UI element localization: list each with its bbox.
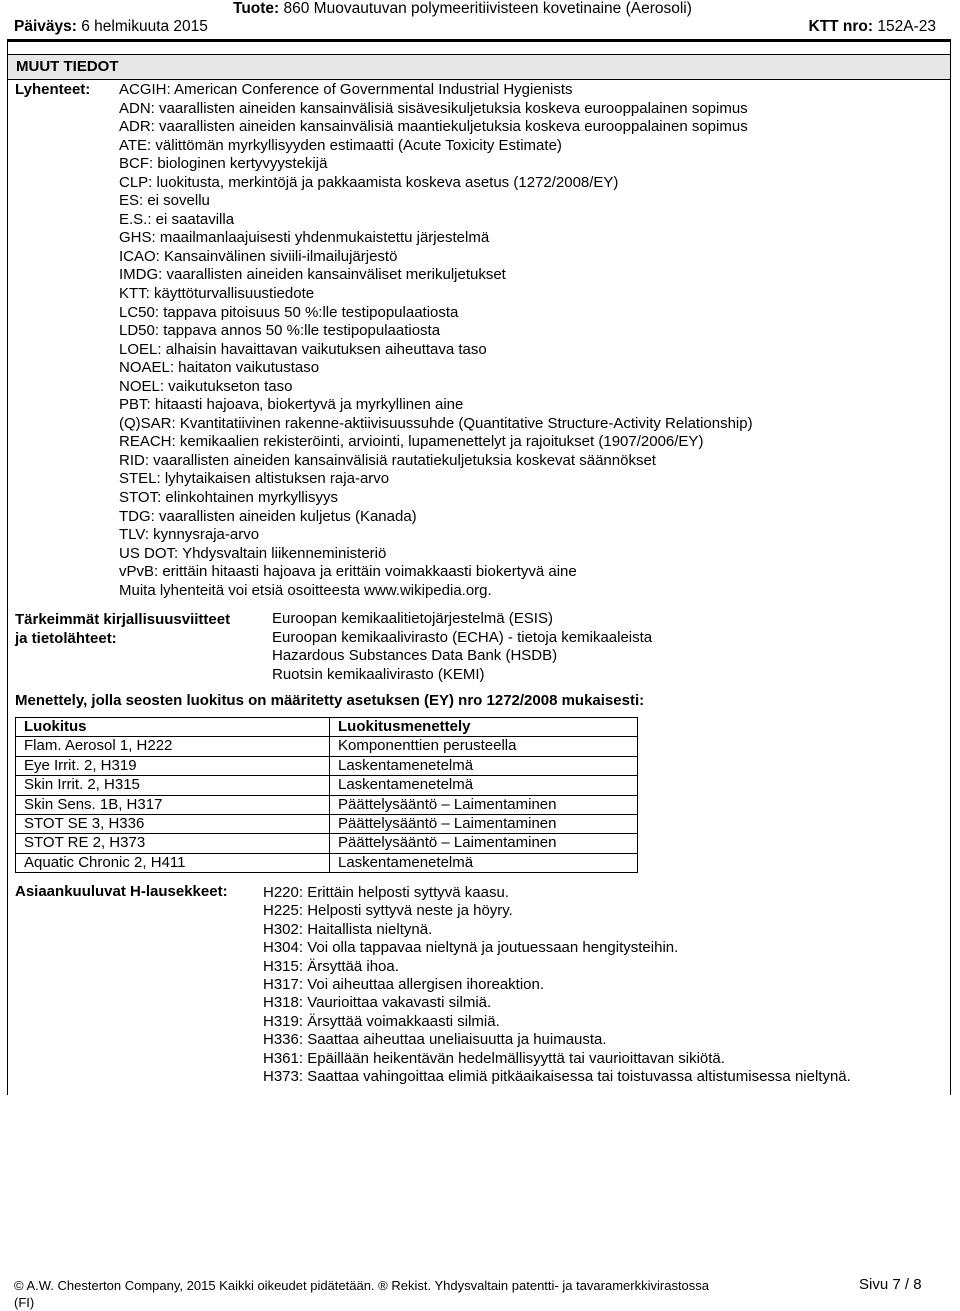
abbreviations-label: Lyhenteet:: [15, 81, 91, 98]
classification-cell: STOT SE 3, H336: [16, 815, 330, 834]
classification-method-title: Menettely, jolla seosten luokitus on määritetty asetuksen (EY) nro 1272/2008 mukaisesti:: [15, 692, 645, 709]
header-divider: [7, 39, 951, 42]
abbreviation-item: BCF: biologinen kertyvyystekijä: [119, 155, 328, 173]
classification-cell: Flam. Aerosol 1, H222: [16, 737, 330, 756]
source-item: Euroopan kemikaalivirasto (ECHA) - tietoja kemikaaleista: [272, 628, 653, 646]
abbreviation-item: (Q)SAR: Kvantitatiivinen rakenne-aktiivisuussuhde (Quantitative Structure-Activity Relationship): [119, 414, 753, 432]
abbreviation-item: NOEL: vaikutukseton taso: [119, 377, 293, 395]
abbreviation-item: ADN: vaarallisten aineiden kansainvälisiä sisävesikuljetuksia koskeva eurooppalainen sopimus: [119, 99, 748, 117]
abbreviation-item: PBT: hitaasti hajoava, biokertyvä ja myrkyllinen aine: [119, 396, 464, 414]
table-row: [16, 853, 638, 872]
abbreviations-list: [119, 81, 753, 600]
classification-cell: Eye Irrit. 2, H319: [16, 756, 330, 775]
frame-left-border: [7, 42, 8, 1095]
h-statement-item: H304: Voi olla tappavaa nieltynä ja joutuessaan hengitysteihin.: [263, 939, 679, 957]
classification-cell: Skin Sens. 1B, H317: [16, 795, 330, 814]
procedure-cell: Päättelysääntö – Laimentaminen: [330, 834, 638, 853]
abbreviation-item: ICAO: Kansainvälinen siviili-ilmailujärjestö: [119, 247, 398, 265]
abbreviation-item: REACH: kemikaalien rekisteröinti, arviointi, lupamenettelyt ja rajoitukset (1907/2006/EY): [119, 433, 704, 451]
h-statements-label: Asiaankuuluvat H-lausekkeet:: [15, 883, 228, 900]
h-statement-item: H318: Vaurioittaa vakavasti silmiä.: [263, 994, 492, 1012]
header-product-line: [0, 0, 960, 18]
section-header: [7, 54, 951, 80]
abbreviation-item: ATE: välittömän myrkyllisyyden estimaatti (Acute Toxicity Estimate): [119, 136, 562, 154]
abbreviation-item: STOT: elinkohtainen myrkyllisyys: [119, 489, 338, 507]
table-row: [16, 776, 638, 795]
table-row: [16, 756, 638, 775]
h-statement-item: H373: Saattaa vahingoittaa elimiä pitkäaikaisessa tai toistuvassa altistumisessa nieltynä.: [263, 1067, 851, 1085]
table-header-row: [16, 718, 638, 737]
abbreviation-item: US DOT: Yhdysvaltain liikenneministeriö: [119, 544, 387, 562]
classification-cell: Skin Irrit. 2, H315: [16, 776, 330, 795]
abbreviation-item: CLP: luokitusta, merkintöjä ja pakkaamista koskeva asetus (1272/2008/EY): [119, 173, 619, 191]
page-number: Sivu 7 / 8: [859, 1276, 922, 1293]
sds-number: KTT nro: 152A-23: [808, 18, 936, 35]
source-item: Euroopan kemikaalitietojärjestelmä (ESIS): [272, 610, 553, 627]
table-row: [16, 815, 638, 834]
h-statement-item: H319: Ärsyttää voimakkaasti silmiä.: [263, 1012, 500, 1030]
classification-table: [15, 717, 638, 873]
procedure-cell: Päättelysääntö – Laimentaminen: [330, 795, 638, 814]
abbreviation-item: GHS: maailmanlaajuisesti yhdenmukaistettu järjestelmä: [119, 229, 490, 247]
abbreviation-item: ACGIH: American Conference of Governmental Industrial Hygienists: [119, 81, 573, 98]
product-title: Tuote: 860 Muovautuvan polymeeritiivisteen kovetinaine (Aerosoli): [233, 0, 692, 17]
abbreviation-item: vPvB: erittäin hitaasti hajoava ja erittäin voimakkaasti biokertyvä aine: [119, 563, 577, 581]
sources-label: Tärkeimmät kirjallisuusviitteet ja tietolähteet:: [15, 611, 231, 647]
classification-cell: Aquatic Chronic 2, H411: [16, 853, 330, 872]
abbreviation-item: LC50: tappava pitoisuus 50 %:lle testipopulaatiosta: [119, 303, 459, 321]
footer: [14, 1277, 709, 1311]
section-title: MUUT TIEDOT: [16, 58, 119, 75]
footer-locale: (FI): [14, 1295, 35, 1310]
abbreviation-item: STEL: lyhytaikaisen altistuksen raja-arvo: [119, 470, 390, 488]
abbreviation-item: TDG: vaarallisten aineiden kuljetus (Kanada): [119, 507, 417, 525]
abbreviation-item: LD50: tappava annos 50 %:lle testipopulaatiosta: [119, 322, 441, 340]
procedure-cell: Komponenttien perusteella: [330, 737, 638, 756]
abbreviation-item: ES: ei sovellu: [119, 192, 210, 210]
procedure-cell: Laskentamenetelmä: [330, 776, 638, 795]
abbreviation-item: RID: vaarallisten aineiden kansainvälisiä rautatiekuljetuksia koskevat säännökset: [119, 451, 656, 469]
source-item: Hazardous Substances Data Bank (HSDB): [272, 647, 558, 664]
abbreviation-item: E.S.: ei saatavilla: [119, 210, 235, 228]
h-statement-item: H317: Voi aiheuttaa allergisen ihoreaktion.: [263, 975, 545, 993]
document-date: Päiväys: 6 helmikuuta 2015: [14, 18, 208, 35]
abbreviation-item: NOAEL: haitaton vaikutustaso: [119, 359, 320, 377]
h-statement-item: H220: Erittäin helposti syttyvä kaasu.: [263, 884, 509, 901]
column-header-procedure: Luokitusmenettely: [330, 718, 638, 737]
footer-copyright: © A.W. Chesterton Company, 2015 Kaikki oikeudet pidätetään. ® Rekist. Yhdysvaltain patentti- ja tavaramerkkivirastossa: [14, 1278, 710, 1293]
abbreviation-item: TLV: kynnysraja-arvo: [119, 526, 260, 544]
h-statement-item: H302: Haitallista nieltynä.: [263, 920, 433, 938]
h-statement-item: H315: Ärsyttää ihoa.: [263, 957, 399, 975]
h-statement-item: H225: Helposti syttyvä neste ja höyry.: [263, 902, 513, 920]
abbreviation-item: LOEL: alhaisin havaittavan vaikutuksen aiheuttava taso: [119, 340, 487, 358]
classification-cell: STOT RE 2, H373: [16, 834, 330, 853]
table-row: [16, 834, 638, 853]
abbreviation-item: Muita lyhenteitä voi etsiä osoitteesta www.wikipedia.org.: [119, 581, 492, 599]
abbreviation-item: IMDG: vaarallisten aineiden kansainväliset merikuljetukset: [119, 266, 506, 284]
h-statements-list: [263, 884, 851, 1086]
abbreviation-item: ADR: vaarallisten aineiden kansainvälisiä maantiekuljetuksia koskeva eurooppalainen sopimus: [119, 118, 748, 136]
table-row: [16, 737, 638, 756]
frame-right-border: [950, 42, 951, 1095]
sources-list: [272, 610, 652, 684]
table-row: [16, 795, 638, 814]
header-meta-line: [0, 18, 960, 38]
h-statement-item: H361: Epäillään heikentävän hedelmällisyyttä tai vaurioittavan sikiötä.: [263, 1049, 725, 1067]
procedure-cell: Laskentamenetelmä: [330, 756, 638, 775]
column-header-classification: Luokitus: [16, 718, 330, 737]
source-item: Ruotsin kemikaalivirasto (KEMI): [272, 665, 485, 683]
h-statement-item: H336: Saattaa aiheuttaa uneliaisuutta ja huimausta.: [263, 1031, 607, 1049]
abbreviation-item: KTT: käyttöturvallisuustiedote: [119, 285, 315, 303]
procedure-cell: Päättelysääntö – Laimentaminen: [330, 815, 638, 834]
procedure-cell: Laskentamenetelmä: [330, 853, 638, 872]
